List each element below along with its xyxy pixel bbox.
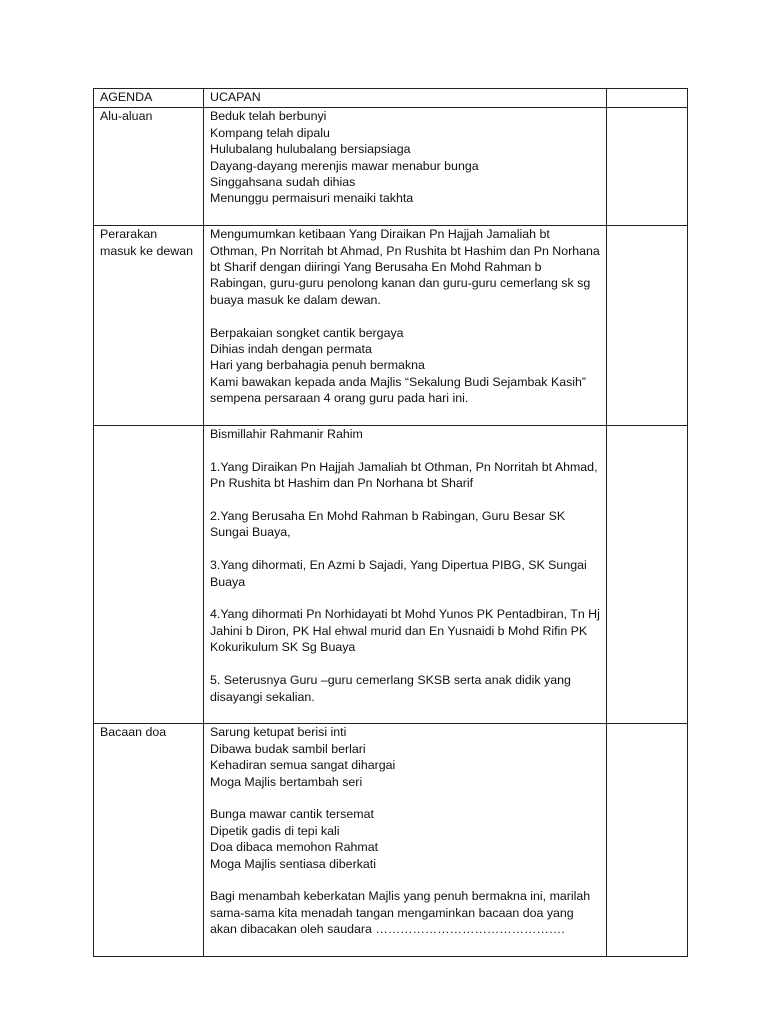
speech-line: Hulubalang hulubalang bersiapsiaga <box>210 142 411 157</box>
table-row <box>94 108 688 226</box>
ucapan-cell <box>204 724 607 957</box>
speech-line: Moga Majlis sentiasa diberkati <box>210 856 376 871</box>
extra-cell <box>607 724 688 957</box>
ucapan-cell <box>204 226 607 426</box>
speech-line: 3.Yang dihormati, En Azmi b Sajadi, Yang Dipertua PIBG, SK Sungai Buaya <box>210 558 587 589</box>
speech-line: Singgahsana sudah dihias <box>210 175 356 190</box>
extra-cell <box>607 226 688 426</box>
speech-line: Bagi menambah keberkatan Majlis yang penuh bermakna ini, marilah sama-sama kita menadah tangan mengaminkan bacaan doa yang akan dibacakan oleh saudara ………………………………………. <box>210 889 591 937</box>
table-header-row <box>94 89 688 108</box>
agenda-table-body <box>94 89 688 957</box>
paragraph-gap <box>210 442 600 458</box>
speech-line: Dayang-dayang merenjis mawar menabur bunga <box>210 158 479 173</box>
paragraph-gap <box>210 872 600 888</box>
speech-line: Menunggu permaisuri menaiki takhta <box>210 191 414 206</box>
speech-line: 5. Seterusnya Guru –guru cemerlang SKSB serta anak didik yang disayangi sekalian. <box>210 673 571 704</box>
extra-cell <box>607 108 688 226</box>
speech-line: Bunga mawar cantik tersemat <box>210 807 374 822</box>
paragraph-gap <box>210 938 600 954</box>
agenda-cell <box>94 426 204 724</box>
speech-line: Mengumumkan ketibaan Yang Diraikan Pn Hajjah Jamaliah bt Othman, Pn Norritah bt Ahmad, Pn Rushita bt Hashim dan Pn Norhana bt Sharif dengan diiringi Yang Berusaha En Mohd Rahman b Rabingan, guru-guru penolong kanan dan guru-guru cemerlang sk sg buaya masuk ke dalam dewan. <box>210 227 600 307</box>
speech-line: Hari yang berbahagia penuh bermakna <box>210 358 425 373</box>
speech-line: Kehadiran semua sangat dihargai <box>210 758 396 773</box>
paragraph-gap <box>210 207 600 223</box>
speech-line: Berpakaian songket cantik bergaya <box>210 325 404 340</box>
paragraph-gap <box>210 407 600 423</box>
agenda-table <box>93 88 688 957</box>
speech-line: Kompang telah dipalu <box>210 125 330 140</box>
speech-line: Dibawa budak sambil berlari <box>210 741 366 756</box>
paragraph-gap <box>210 656 600 672</box>
speech-line: Dipetik gadis di tepi kali <box>210 823 340 838</box>
ucapan-cell <box>204 108 607 226</box>
table-row <box>94 426 688 724</box>
header-agenda: AGENDA <box>94 89 204 108</box>
speech-line: 1.Yang Diraikan Pn Hajjah Jamaliah bt Othman, Pn Norritah bt Ahmad, Pn Rushita bt Hashim dan Pn Norhana bt Sharif <box>210 459 598 491</box>
speech-line: Sarung ketupat berisi inti <box>210 725 347 740</box>
speech-line: Moga Majlis bertambah seri <box>210 774 363 789</box>
speech-line: Bismillahir Rahmanir Rahim <box>210 427 363 442</box>
table-row <box>94 724 688 957</box>
speech-line: Doa dibaca memohon Rahmat <box>210 840 379 855</box>
paragraph-gap <box>210 308 600 324</box>
paragraph-gap <box>210 705 600 721</box>
paragraph-gap <box>210 590 600 606</box>
speech-line: 4.Yang dihormati Pn Norhidayati bt Mohd Yunos PK Pentadbiran, Tn Hj Jahini b Diron, PK Hal ehwal murid dan En Yusnaidi b Mohd Rifin PK Kokurikulum SK Sg Buaya <box>210 607 600 655</box>
paragraph-gap <box>210 541 600 557</box>
table-row <box>94 226 688 426</box>
extra-cell <box>607 426 688 724</box>
paragraph-gap <box>210 492 600 508</box>
header-extra <box>607 89 688 108</box>
ucapan-cell <box>204 426 607 724</box>
header-ucapan: UCAPAN <box>204 89 607 108</box>
speech-line: Beduk telah berbunyi <box>210 109 327 124</box>
agenda-cell: Bacaan doa <box>94 724 204 957</box>
speech-line: 2.Yang Berusaha En Mohd Rahman b Rabingan, Guru Besar SK Sungai Buaya, <box>210 509 566 540</box>
agenda-cell: Alu-aluan <box>94 108 204 226</box>
agenda-cell: Perarakan masuk ke dewan <box>94 226 204 426</box>
paragraph-gap <box>210 790 600 806</box>
speech-line: Kami bawakan kepada anda Majlis “Sekalung Budi Sejambak Kasih” sempena persaraan 4 orang guru pada hari ini. <box>210 374 587 406</box>
speech-line: Dihias indah dengan permata <box>210 342 372 357</box>
